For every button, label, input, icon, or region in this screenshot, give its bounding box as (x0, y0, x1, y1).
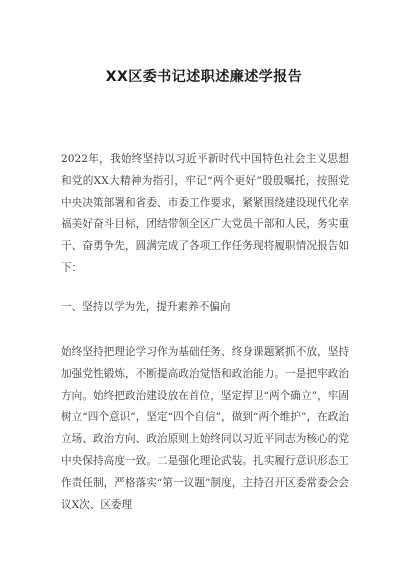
document-title: XX区委书记述职述廉述学报告 (105, 69, 303, 85)
section-heading: 一、坚持以学为先，提升素养不偏向 (61, 301, 231, 313)
intro-paragraph: 2022年，我始终坚持以习近平新时代中国特色社会主义思想和党的XX大精神为指引，牢记“两个更好”殷殷嘱托，按照党中央决策部署和省委、市委工作要求，紧紧围绕建设现代化幸福美好奋斗目标，团结带领全区广大党员干部和人民，务实重干、奋勇争先，圆满完成了各项工作任务现将履职情况报告如下： (61, 153, 349, 274)
section-body-paragraph: 始终坚持把理论学习作为基础任务、终身课题紧抓不放，坚持加强党性锻炼，不断提高政治觉悟和政治能力。一是把牢政治方向。始终把政治建设放在首位，坚定捍卫“两个确立”，牢固树立“四个意识”，坚定“四个自信”，做到“两个维护”，在政治立场、政治方向、政治原则上始终同以习近平同志为核心的党中央保持高度一致。二是强化理论武装。扎实履行意识形态工作责任制，严格落实“第一议题”制度，主持召开区委常委会会议X次、区委理 (61, 346, 349, 511)
